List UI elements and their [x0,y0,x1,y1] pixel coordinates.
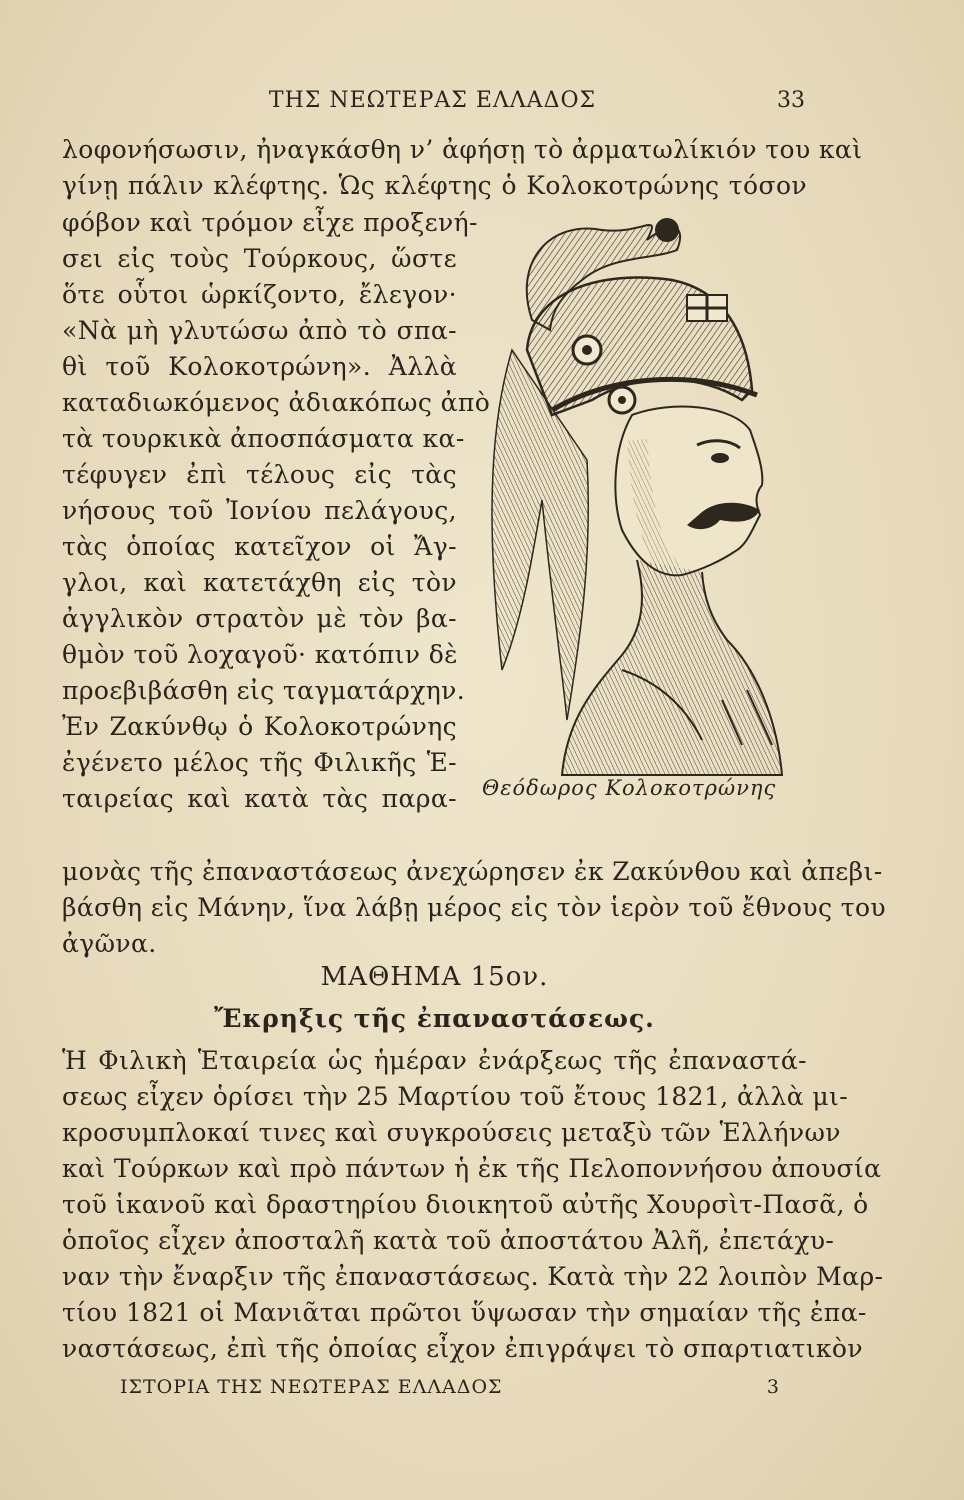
text-line: «Νὰ μὴ γλυτώσω ἀπὸ τὸ σπα- [62,316,457,345]
text-line: ὅτε οὗτοι ὡρκίζοντο, ἔλεγον· [62,280,457,309]
lesson-heading: ΜΑΘΗΜΑ 15ον. [320,962,549,992]
text-line: ναστάσεως, ἐπὶ τῆς ὁποίας εἶχον ἐπιγράψει τὸ σπαρτιατικὸν [62,1334,863,1363]
text-line: λοφονήσωσιν, ἠναγκάσθη ν’ ἀφήσῃ τὸ ἀρματωλίκιόν του καὶ [62,135,863,164]
signature-number: 3 [766,1376,780,1398]
lesson-subheading: Ἔκρηξις τῆς ἐπαναστάσεως. [214,1004,655,1033]
text-line: τέφυγεν ἐπὶ τέλους εἰς τὰς [62,460,457,489]
text-line: Ἐν Ζακύνθῳ ὁ Κολοκοτρώνης [62,712,457,741]
text-line: προεβιβάσθη εἰς ταγματάρχην. [62,676,466,705]
text-line: σεως εἶχεν ὁρίσει τὴν 25 Μαρτίου τοῦ ἔτους 1821, ἀλλὰ μι- [62,1082,849,1111]
signature-line [120,1376,780,1406]
text-line: καὶ Τούρκων καὶ πρὸ πάντων ἡ ἐκ τῆς Πελοποννήσου ἀπουσία [62,1154,882,1183]
text-line: καταδιωκόμενος ἀδιακόπως ἀπὸ [62,388,491,417]
text-line: φόβον καὶ τρόμον εἶχε προξενή- [62,208,478,237]
text-line: ὁποῖος εἶχεν ἀποσταλῆ κατὰ τοῦ ἀποστάτου Ἀλῆ, ἐπετάχυ- [62,1226,835,1255]
text-line: ἐγένετο μέλος τῆς Φιλικῆς Ἑ- [62,748,457,777]
text-line: γλοι, καὶ κατετάχθη εἰς τὸν [62,568,457,597]
text-line: τὰ τουρκικὰ ἀποσπάσματα κα- [62,424,465,453]
text-line: κροσυμπλοκαί τινες καὶ συγκρούσεις μεταξὺ τῶν Ἑλλήνων [62,1118,841,1147]
page-number: 33 [777,88,805,113]
running-head [60,88,805,122]
running-title: ΤΗΣ ΝΕΩΤΕΡΑΣ ΕΛΛΑΔΟΣ [268,88,597,113]
text-line: βάσθη εἰς Μάνην, ἵνα λάβῃ μέρος εἰς τὸν ἱερὸν τοῦ ἔθνους του [62,893,886,922]
text-line: ἀγῶνα. [62,929,157,958]
text-line: τὰς ὁποίας κατεῖχον οἱ Ἄγ- [62,532,457,561]
text-line: σει εἰς τοὺς Τούρκους, ὥστε [62,244,457,273]
text-line: μονὰς τῆς ἐπαναστάσεως ἀνεχώρησεν ἐκ Ζακύνθου καὶ ἀπεβι- [62,857,883,886]
portrait-engraving [472,200,792,780]
portrait-caption: Θεόδωρος Κολοκοτρώνης [482,776,777,800]
text-line: νήσους τοῦ Ἰονίου πελάγους, [62,496,457,525]
text-line: τίου 1821 οἱ Μανιᾶται πρῶτοι ὕψωσαν τὴν σημαίαν τῆς ἐπα- [62,1298,867,1327]
text-line: ταιρείας καὶ κατὰ τὰς παρα- [62,784,457,813]
text-line: ναν τὴν ἔναρξιν τῆς ἐπαναστάσεως. Κατὰ τὴν 22 λοιπὸν Μαρ- [62,1262,884,1291]
text-line: γίνῃ πάλιν κλέφτης. Ὡς κλέφτης ὁ Κολοκοτρώνης τόσον [62,171,807,200]
text-line: ἀγγλικὸν στρατὸν μὲ τὸν βα- [62,604,457,633]
text-line: θμὸν τοῦ λοχαγοῦ· κατόπιν δὲ [62,640,458,669]
text-line: θὶ τοῦ Κολοκοτρώνη». Ἀλλὰ [62,352,457,381]
signature-title: ΙΣΤΟΡΙΑ ΤΗΣ ΝΕΩΤΕΡΑΣ ΕΛΛΑΔΟΣ [120,1376,503,1398]
text-line: τοῦ ἱκανοῦ καὶ δραστηρίου διοικητοῦ αὐτῆς Χουρσὶτ-Πασᾶ, ὁ [62,1190,869,1219]
text-line: Ἡ Φιλικὴ Ἑταιρεία ὡς ἡμέραν ἐνάρξεως τῆς ἐπαναστά- [62,1046,807,1075]
